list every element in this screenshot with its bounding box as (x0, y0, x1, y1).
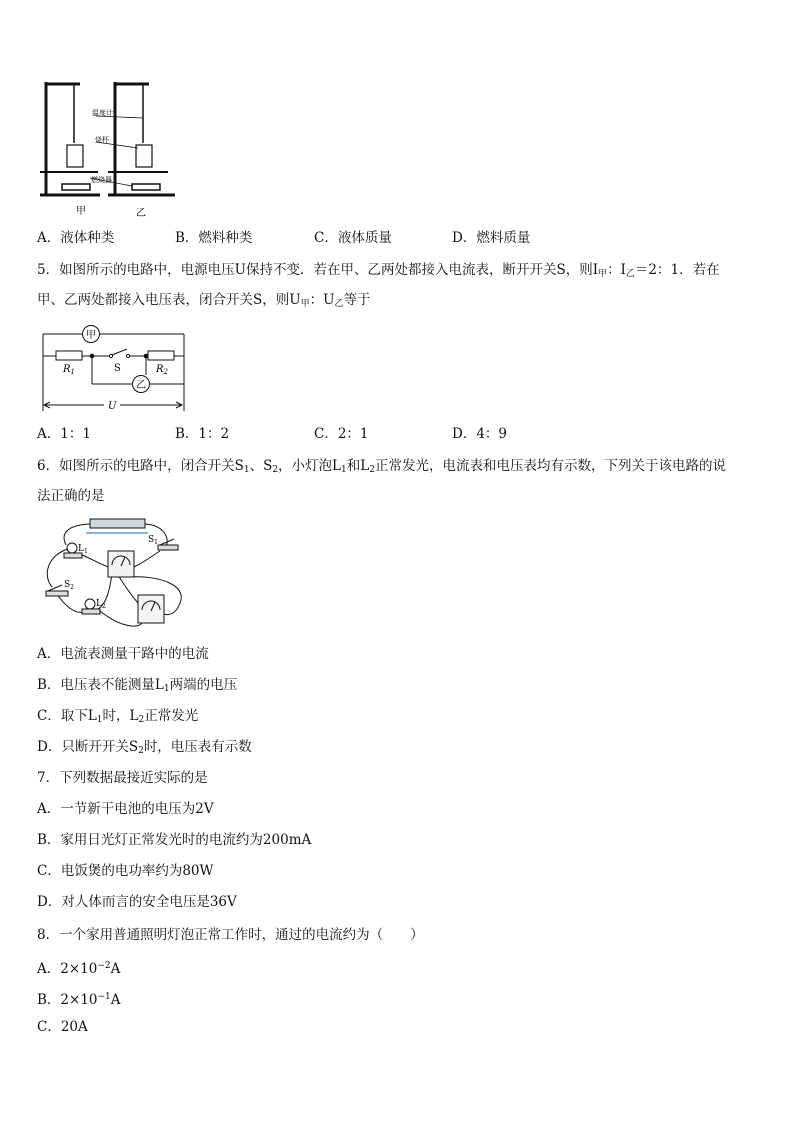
l2-label: $L_2$ (96, 599, 106, 610)
q4-option-d: D．燃料质量 (452, 230, 531, 246)
q7-option-d: D．对人体而言的安全电压是36V (37, 894, 237, 910)
q4-option-c: C．液体质量 (314, 230, 392, 246)
meter-jia-label: 甲 (86, 330, 96, 341)
label-jia: 甲 (76, 206, 86, 217)
label-burner: 燃烧器 (91, 176, 112, 184)
q8-option-b: B．$2\times 10^{-1}A$ (37, 992, 121, 1008)
q5-stem-line2: 甲、乙两处都接入电压表，闭合开关S，则$U_甲$：$U_乙$等于 (37, 292, 371, 309)
q7-stem: 7．下列数据最接近实际的是 (37, 770, 208, 786)
q4-option-a: A．液体种类 (37, 230, 115, 246)
label-thermometer: 温度计 (92, 109, 113, 117)
q5-option-b: B．1：2 (175, 426, 230, 442)
q7-option-c: C．电饭煲的电功率约为80W (37, 863, 214, 879)
q6-option-a: A．电流表测量干路中的电流 (37, 646, 209, 662)
voltage-label: U (108, 401, 117, 412)
q6-option-c: C．取下$L_1$时，$L_2$正常发光 (37, 708, 199, 725)
heating-apparatus-figure (40, 78, 180, 218)
q8-stem: 8．一个家用普通照明灯泡正常工作时，通过的电流约为（ ） (37, 927, 424, 943)
q5-option-a: A．1：1 (37, 426, 91, 442)
q6-stem-line2: 法正确的是 (37, 488, 105, 504)
l1-label: $L_1$ (78, 544, 88, 555)
r1-label: $R_1$ (63, 364, 75, 376)
r2-label: $R_2$ (156, 364, 168, 376)
q6-wiring-figure (38, 515, 188, 633)
q8-option-c: C．20A (37, 1019, 88, 1035)
q5-stem-line1: 5．如图所示的电路中，电源电压U保持不变．若在甲、乙两处都接入电流表，断开开关S，则$I_甲$：$I_乙=2$：1．若在 (37, 262, 720, 279)
q7-option-a: A．一节新干电池的电压为2V (37, 801, 214, 817)
q4-option-b: B．燃料种类 (175, 230, 253, 246)
s1-label: $S_1$ (148, 535, 158, 546)
label-beaker: 烧杯 (95, 136, 109, 144)
q8-option-a: A．$2\times 10^{-2}A$ (37, 961, 121, 977)
meter-yi-label: 乙 (136, 380, 146, 391)
q5-option-c: C．2：1 (314, 426, 369, 442)
label-yi: 乙 (136, 208, 146, 219)
s2-label: $S_2$ (64, 580, 74, 591)
switch-label: S (114, 363, 121, 374)
q5-option-d: D．4：9 (452, 426, 508, 442)
q7-option-b: B．家用日光灯正常发光时的电流约为200mA (37, 832, 312, 848)
q6-stem-line1: 6．如图所示的电路中，闭合开关$S_1$、$S_2$，小灯泡$L_1$和$L_2$正常发光，电流表和电压表均有示数，下列关于该电路的说 (37, 458, 726, 475)
q5-circuit-figure (40, 324, 190, 412)
q6-option-d: D．只断开开关$S_2$时，电压表有示数 (37, 739, 252, 756)
q6-option-b: B．电压表不能测量$L_1$两端的电压 (37, 677, 238, 694)
